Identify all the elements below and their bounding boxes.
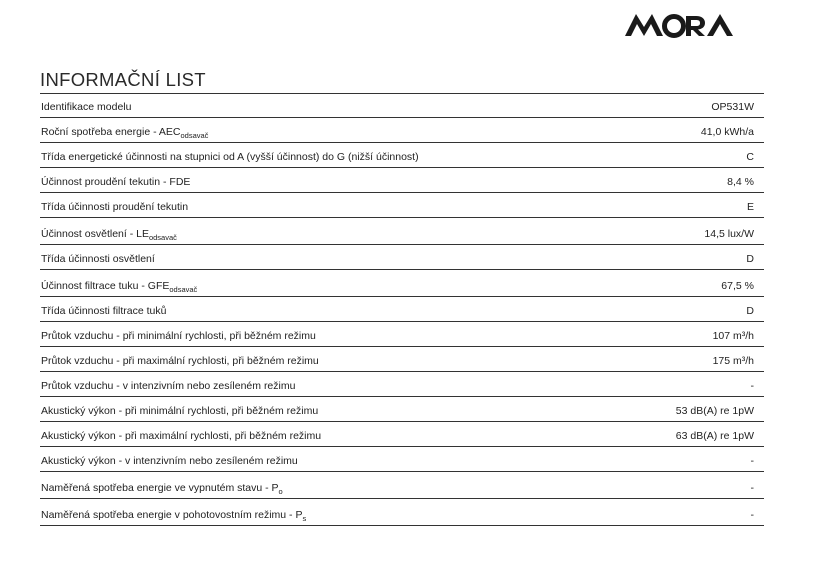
spec-label: Akustický výkon - při maximální rychlosti, při běžném režimu — [41, 430, 322, 442]
spec-label: Akustický výkon - v intenzivním nebo zesíleném režimu — [41, 455, 298, 467]
spec-label-subscript: odsavač — [148, 233, 177, 242]
spec-row — [40, 347, 764, 372]
spec-label-subscript: odsavač — [169, 285, 198, 294]
brand-logo — [623, 8, 737, 40]
spec-value: 107 m³/h — [712, 330, 754, 342]
spec-value: - — [750, 455, 754, 467]
spec-row — [40, 372, 764, 397]
spec-row — [40, 397, 764, 422]
spec-label: Účinnost proudění tekutin - FDE — [41, 176, 191, 188]
spec-value: - — [750, 482, 754, 494]
page-title: INFORMAČNÍ LIST — [40, 69, 206, 90]
spec-label: Třída účinnosti osvětlení — [41, 253, 155, 265]
spec-row — [40, 499, 764, 526]
spec-value: - — [750, 509, 754, 521]
spec-row — [40, 297, 764, 322]
spec-value: 14,5 lux/W — [704, 228, 754, 240]
spec-row — [40, 94, 764, 118]
spec-row — [40, 447, 764, 472]
spec-label: Účinnost filtrace tuku - $GFE_{odsavač}$ — [41, 280, 198, 294]
spec-label: Průtok vzduchu - při minimální rychlosti, při běžném režimu — [41, 330, 316, 342]
spec-label: Naměřená spotřeba energie v pohotovostním režimu - $P_s$ — [41, 509, 307, 523]
spec-value: - — [750, 380, 754, 392]
spec-value: D — [746, 305, 754, 317]
spec-label: Naměřená spotřeba energie ve vypnutém stavu - $P_o$ — [41, 482, 283, 496]
spec-value: 67,5 % — [721, 280, 754, 292]
spec-value: 53 dB(A) re 1pW — [675, 405, 754, 417]
spec-label: Akustický výkon - při minimální rychlosti, při běžném režimu — [41, 405, 319, 417]
spec-label-subscript: o — [278, 487, 283, 496]
spec-row — [40, 193, 764, 218]
spec-row — [40, 118, 764, 143]
mora-logo-mark — [623, 8, 737, 40]
spec-value: C — [746, 151, 754, 163]
spec-value: 63 dB(A) re 1pW — [675, 430, 754, 442]
spec-label-subscript: s — [302, 514, 307, 523]
spec-value: 175 m³/h — [712, 355, 754, 367]
spec-row — [40, 143, 764, 168]
spec-row — [40, 218, 764, 245]
spec-value: 41,0 kWh/a — [700, 126, 754, 138]
spec-row — [40, 168, 764, 193]
spec-row — [40, 472, 764, 499]
spec-row — [40, 245, 764, 270]
spec-label: Třída účinnosti filtrace tuků — [41, 305, 167, 317]
spec-label: Identifikace modelu — [41, 101, 132, 113]
spec-label: Roční spotřeba energie - $AEC_{odsavač}$ — [41, 126, 209, 140]
spec-label-subscript: odsavač — [180, 131, 209, 140]
spec-row — [40, 322, 764, 347]
spec-label: Třída energetické účinnosti na stupnici od A (vyšší účinnost) do G (nižší účinnost) — [41, 151, 419, 163]
spec-value: E — [746, 201, 754, 213]
spec-label: Průtok vzduchu - v intenzivním nebo zesíleném režimu — [41, 380, 296, 392]
spec-row — [40, 422, 764, 447]
spec-row — [40, 270, 764, 297]
spec-value: OP531W — [711, 101, 754, 113]
spec-label: Účinnost osvětlení - $LE_{odsavač}$ — [41, 228, 177, 242]
spec-label: Třída účinnosti proudění tekutin — [41, 201, 189, 213]
spec-table — [40, 94, 764, 526]
spec-value: D — [746, 253, 754, 265]
spec-value: 8,4 % — [727, 176, 754, 188]
spec-label: Průtok vzduchu - při maximální rychlosti, při běžném režimu — [41, 355, 319, 367]
